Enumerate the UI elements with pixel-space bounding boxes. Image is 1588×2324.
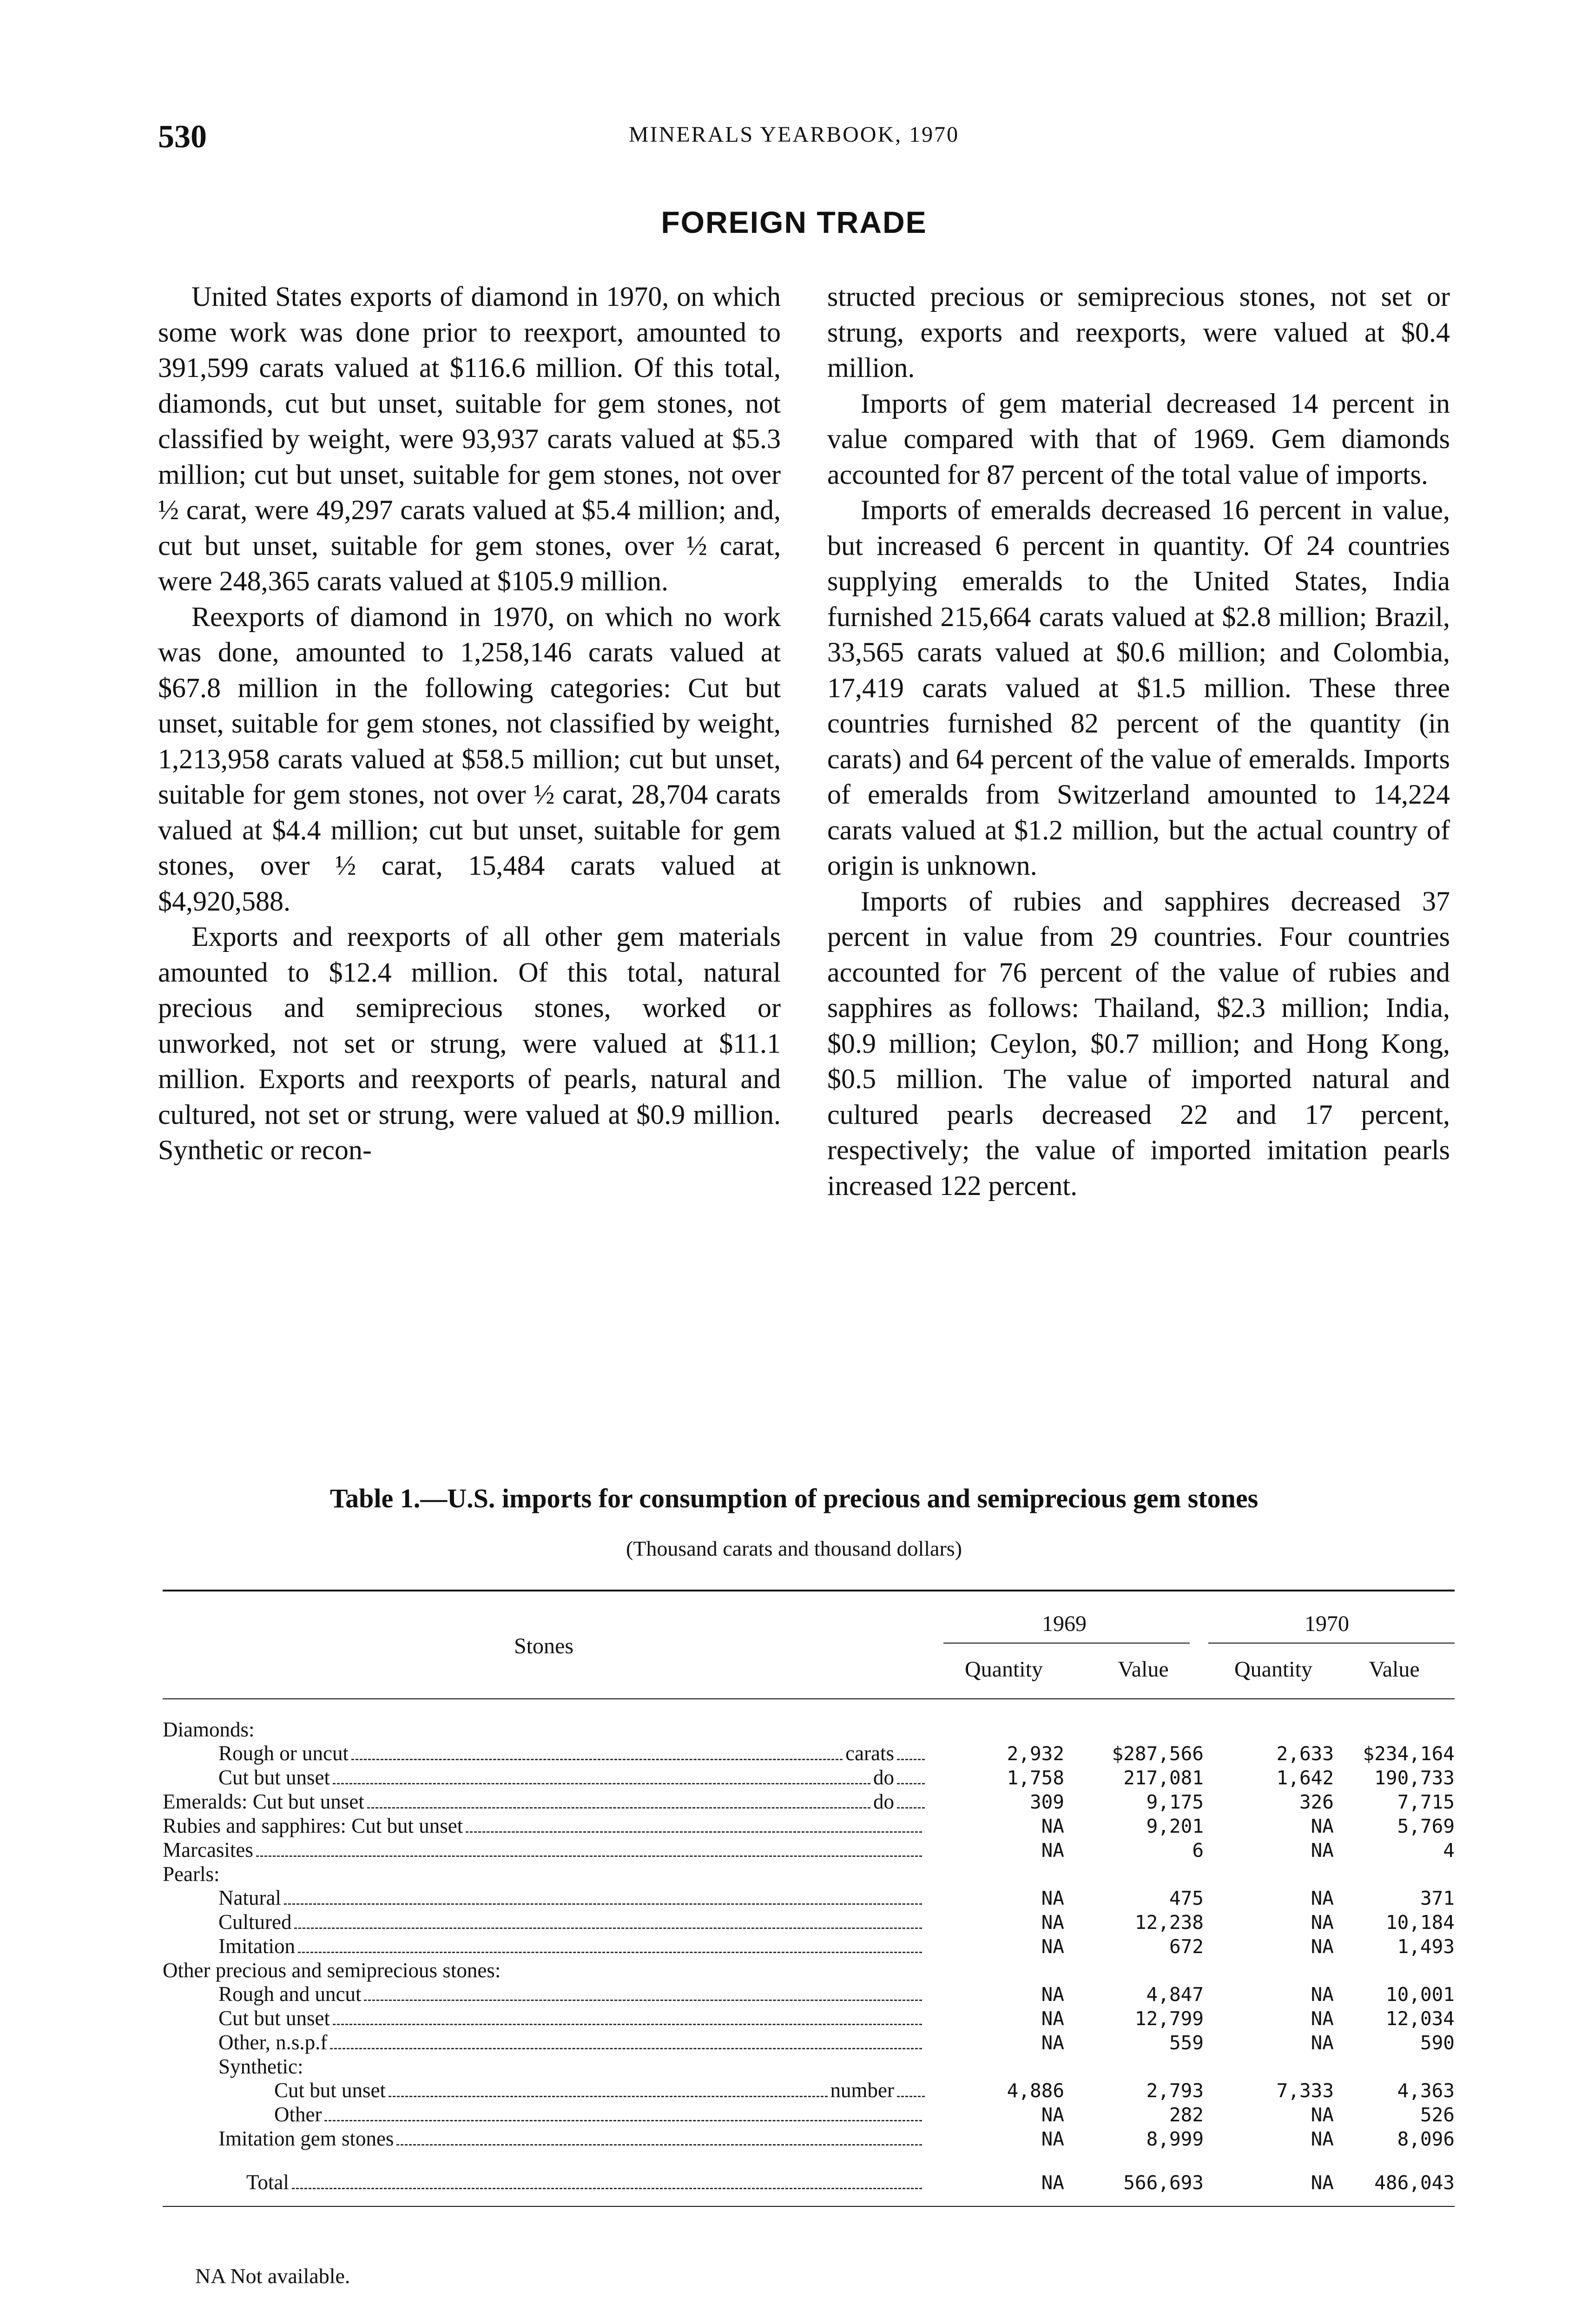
row-label: Marcasites (163, 1838, 253, 1862)
row-label-cell (163, 1838, 925, 1862)
dot-leader (298, 1952, 922, 1953)
year-1970-rule (1208, 1643, 1455, 1644)
table-title: Table 1.—U.S. imports for consumption of precious and semiprecious gem stones (329, 1483, 1259, 1513)
table-row (163, 1959, 1455, 1982)
table-row (163, 1838, 1455, 1862)
value-1969-cell: 4,847 (1146, 1983, 1204, 2006)
paragraph-diamond-exports: United States exports of diamond in 1970, on which some work was done prior to reexport, amounted to 391,599 carats valued at $116.6 million. Of this total, diamonds, cut but unset, suitable for gem stones, not classified by weight, were 93,937 carats valued at $5.3 million; cut but unset, suitable for gem stones, not over ½ carat, were 49,297 carats valued at $5.4 million; and, cut but unset, suitable for gem stones, over ½ carat, were 248,365 carats valued at $105.9 million. (158, 281, 781, 596)
quantity-1969-cell: NA (1041, 1911, 1064, 1934)
quantity-1969-header: Quantity (965, 1657, 1043, 1682)
quantity-1970-cell: 326 (1299, 1791, 1334, 1813)
quantity-1970-cell: NA (1311, 1839, 1334, 1862)
value-1970-cell (1334, 2055, 1455, 2079)
quantity-1970-header: Quantity (1234, 1657, 1312, 1682)
quantity-1969-cell: NA (1041, 1887, 1064, 1909)
row-label-cell (163, 2055, 925, 2079)
value-1969-cell: 12,238 (1134, 1911, 1204, 1934)
table-subtitle: (Thousand carats and thousand dollars) (626, 1537, 962, 1560)
table-row (163, 2007, 1455, 2031)
stones-column-header: Stones (514, 1634, 573, 1658)
table-header (163, 1591, 1455, 1698)
value-1969-cell: 12,799 (1134, 2007, 1204, 2030)
row-label: Other, n.s.p.f (218, 2031, 328, 2054)
dot-leader (396, 2144, 922, 2146)
dot-leader (333, 1783, 870, 1784)
quantity-1970-cell: NA (1311, 2104, 1334, 2126)
quantity-1970-cell: 2,633 (1276, 1743, 1334, 1765)
dot-leader (333, 2024, 922, 2025)
paragraph-other-gem-exports: Exports and reexports of all other gem materials amounted to $12.4 million. Of this total, natural precious and semiprecious stones, worked or unworked, not set or strung, were valued at $11.1 million. Exports and reexports of pearls, natural and cultured, not set or strung, were valued at $0.9 million. Synthetic or recon- (158, 921, 781, 1165)
table-row (163, 1718, 1455, 1742)
row-label: Other (274, 2103, 322, 2126)
quantity-1970-cell: NA (1311, 2007, 1334, 2030)
running-head: MINERALS YEARBOOK, 1970 (628, 122, 960, 147)
dot-leader (897, 2096, 925, 2097)
row-label-cell (163, 1766, 925, 1790)
row-label: Cut but unset (274, 2079, 386, 2102)
row-label-cell (163, 1862, 925, 1886)
year-1969-rule (943, 1643, 1190, 1644)
row-label-cell (163, 2031, 925, 2055)
row-label-cell (163, 1790, 925, 1814)
table-row (163, 1886, 1455, 1910)
value-1970-cell: 371 (1420, 1887, 1455, 1909)
quantity-1969-cell: NA (1041, 2128, 1064, 2150)
quantity-1969-cell (925, 1718, 1064, 1742)
value-1969-cell (1064, 1718, 1204, 1742)
quantity-1970-cell: NA (1311, 1815, 1334, 1837)
quantity-1969-cell: 309 (1029, 1791, 1064, 1813)
row-label-cell (163, 1982, 925, 2007)
row-label: Emeralds: Cut but unset (163, 1790, 364, 1813)
paragraph-diamond-reexports: Reexports of diamond in 1970, on which no work was done, amounted to 1,258,146 carats valued at $67.8 million in the following categories: Cut but unset, suitable for gem stones, not classified by weight, 1,213,958 carats valued at $58.5 million; cut but unset, suitable for gem stones, not over ½ carat, 28,704 carats valued at $4.4 million; cut but unset, suitable for gem stones, over ½ carat, 15,484 carats valued at $4,920,588. (158, 601, 781, 917)
row-label: Imitation (218, 1934, 295, 1958)
quantity-1970-cell: NA (1311, 1887, 1334, 1909)
paragraph-emerald-imports: Imports of emeralds decreased 16 percent in value, but increased 6 percent in quantity. Of 24 countries supplying emeralds to the United States, India furnished 215,664 carats valued at $2.8 million; Brazil, 33,565 carats valued at $0.6 million; and Colombia, 17,419 carats valued at $1.5 million. These three countries furnished 82 percent of the quantity (in carats) and 64 percent of the value of emeralds. Imports of emeralds from Switzerland amounted to 14,224 carats valued at $1.2 million, but the actual country of origin is unknown. (827, 495, 1450, 881)
year-1970-header: 1970 (1305, 1611, 1349, 1636)
quantity-1970-cell (1204, 1959, 1334, 1982)
value-1970-cell: 7,715 (1397, 1791, 1455, 1813)
value-1970-cell (1334, 1718, 1455, 1742)
row-label: Total (246, 2171, 289, 2194)
table-body (163, 1718, 1455, 2195)
value-1969-cell: 2,793 (1146, 2080, 1204, 2102)
value-1969-cell: 475 (1169, 1887, 1204, 1909)
value-1970-cell: 1,493 (1397, 1935, 1455, 1958)
quantity-1969-cell: NA (1041, 2172, 1064, 2194)
row-unit: do (873, 1766, 894, 1789)
quantity-1969-cell (925, 1959, 1064, 1982)
paragraph-gem-imports: Imports of gem material decreased 14 percent in value compared with that of 1969. Gem diamonds accounted for 87 percent of the total value of imports. (827, 388, 1450, 490)
row-label-cell (163, 1910, 925, 1934)
imports-table (163, 1590, 1455, 2207)
row-label: Pearls: (163, 1862, 220, 1886)
left-text-column (158, 279, 781, 1168)
dot-leader (364, 2000, 922, 2001)
value-1969-cell: $287,566 (1112, 1743, 1204, 1765)
table-row (163, 1790, 1455, 1814)
value-1969-cell: 6 (1192, 1839, 1204, 1862)
value-1970-cell: 10,184 (1385, 1911, 1455, 1934)
row-label: Other precious and semiprecious stones: (163, 1959, 501, 1982)
value-1970-header: Value (1369, 1657, 1420, 1682)
quantity-1969-cell: 2,932 (1007, 1743, 1064, 1765)
page-number: 530 (158, 119, 207, 155)
year-1969-header: 1969 (1042, 1611, 1087, 1636)
value-1969-cell: 9,175 (1146, 1791, 1204, 1813)
row-unit: do (873, 1790, 894, 1813)
dot-leader (256, 1855, 922, 1857)
value-1970-cell: 526 (1420, 2104, 1455, 2126)
table-row (163, 1910, 1455, 1934)
table-row (163, 2127, 1455, 2151)
table-row (163, 2079, 1455, 2103)
quantity-1969-cell (925, 1862, 1064, 1886)
quantity-1970-cell: NA (1311, 2032, 1334, 2054)
value-1969-cell: 9,201 (1146, 1815, 1204, 1837)
quantity-1969-cell: NA (1041, 1935, 1064, 1958)
right-text-column (827, 279, 1450, 1203)
value-1970-cell (1334, 1959, 1455, 1982)
quantity-1969-cell (925, 2055, 1064, 2079)
row-label-cell (163, 2079, 925, 2103)
value-1970-cell: 190,733 (1374, 1767, 1455, 1789)
table-header-rule (163, 1698, 1455, 1699)
value-1969-cell: 672 (1169, 1935, 1204, 1958)
value-1970-cell: 5,769 (1397, 1815, 1455, 1837)
table-row (163, 1982, 1455, 2007)
dot-leader (389, 2096, 828, 2097)
value-1969-cell (1064, 1959, 1204, 1982)
table-bottom-rule (163, 2206, 1455, 2207)
quantity-1970-cell: NA (1311, 2128, 1334, 2150)
row-label: Rubies and sapphires: Cut but unset (163, 1814, 463, 1837)
table-row (163, 2055, 1455, 2079)
value-1970-cell: $234,164 (1363, 1743, 1455, 1765)
quantity-1970-cell (1204, 1718, 1334, 1742)
value-1970-cell (1334, 1862, 1455, 1886)
quantity-1969-cell: NA (1041, 2032, 1064, 2054)
row-label-cell (163, 2007, 925, 2031)
row-label: Cultured (218, 1910, 292, 1934)
paragraph-ruby-sapphire-imports: Imports of rubies and sapphires decreased 37 percent in value from 29 countries. Four countries accounted for 76 percent of the value of rubies and sapphires as follows: Thailand, $2.3 million; India, $0.9 million; Ceylon, $0.7 million; and Hong Kong, $0.5 million. The value of imported natural and cultured pearls decreased 22 and 17 percent, respectively; the value of imported imitation pearls increased 122 percent. (827, 885, 1450, 1201)
row-label: Natural (218, 1886, 281, 1909)
dot-leader (466, 1831, 922, 1833)
quantity-1970-cell: NA (1311, 1935, 1334, 1958)
quantity-1969-cell: NA (1041, 1839, 1064, 1862)
dot-leader (324, 2120, 922, 2121)
row-label: Synthetic: (218, 2055, 303, 2078)
value-1970-cell: 486,043 (1374, 2172, 1455, 2194)
paragraph-continued: structed precious or semiprecious stones, not set or strung, exports and reexports, were valued at $0.4 million. (827, 281, 1450, 383)
value-1969-cell: 217,081 (1123, 1767, 1204, 1789)
quantity-1969-cell: NA (1041, 2104, 1064, 2126)
row-label: Imitation gem stones (218, 2127, 394, 2150)
table-row (163, 1766, 1455, 1790)
quantity-1970-cell: NA (1311, 2172, 1334, 2194)
row-label-cell (163, 1814, 925, 1838)
table-row (163, 2031, 1455, 2055)
value-1970-cell: 4,363 (1397, 2080, 1455, 2102)
row-unit: carats (845, 1742, 894, 1765)
table-row (163, 2103, 1455, 2127)
row-label: Cut but unset (218, 2007, 330, 2030)
quantity-1969-cell: NA (1041, 1983, 1064, 2006)
row-label-cell (163, 2127, 925, 2151)
row-unit: number (830, 2079, 894, 2102)
value-1970-cell: 12,034 (1385, 2007, 1455, 2030)
dot-leader (367, 1807, 870, 1809)
dot-leader (897, 1783, 925, 1784)
value-1970-cell: 8,096 (1397, 2128, 1455, 2150)
dot-leader (330, 2048, 922, 2049)
row-label: Diamonds: (163, 1718, 255, 1741)
dot-leader (294, 1928, 922, 1929)
row-label-cell (163, 1886, 925, 1910)
value-1970-cell: 4 (1443, 1839, 1455, 1862)
row-label-cell (163, 1959, 925, 1982)
quantity-1970-cell: NA (1311, 1911, 1334, 1934)
row-label: Cut but unset (218, 1766, 330, 1789)
section-title: FOREIGN TRADE (661, 205, 927, 239)
table-row (163, 1814, 1455, 1838)
row-label-cell (163, 1934, 925, 1959)
quantity-1969-cell: 1,758 (1007, 1767, 1064, 1789)
table-total-row (163, 2151, 1455, 2195)
row-label-cell (163, 2103, 925, 2127)
quantity-1970-cell: 7,333 (1276, 2080, 1334, 2102)
dot-leader (897, 1759, 925, 1760)
value-1969-cell (1064, 2055, 1204, 2079)
row-label: Rough or uncut (218, 1742, 349, 1765)
value-1969-cell: 566,693 (1123, 2172, 1204, 2194)
value-1969-cell: 559 (1169, 2032, 1204, 2054)
row-label-cell (163, 1718, 925, 1742)
table-footnote: NA Not available. (195, 2264, 350, 2288)
quantity-1969-cell: NA (1041, 1815, 1064, 1837)
row-label: Rough and uncut (218, 1982, 362, 2006)
value-1970-cell: 10,001 (1385, 1983, 1455, 2006)
value-1969-cell (1064, 1862, 1204, 1886)
dot-leader (897, 1807, 925, 1809)
quantity-1970-cell (1204, 2055, 1334, 2079)
value-1969-cell: 282 (1169, 2104, 1204, 2126)
value-1969-header: Value (1118, 1657, 1169, 1682)
quantity-1969-cell: 4,886 (1007, 2080, 1064, 2102)
quantity-1969-cell: NA (1041, 2007, 1064, 2030)
dot-leader (292, 2188, 922, 2189)
dot-leader (284, 1903, 922, 1905)
row-label-cell (163, 2151, 925, 2195)
value-1969-cell: 8,999 (1146, 2128, 1204, 2150)
quantity-1970-cell: NA (1311, 1983, 1334, 2006)
table-row (163, 1862, 1455, 1886)
dot-leader (351, 1759, 843, 1760)
quantity-1970-cell: 1,642 (1276, 1767, 1334, 1789)
quantity-1970-cell (1204, 1862, 1334, 1886)
table-row (163, 1934, 1455, 1959)
value-1970-cell: 590 (1420, 2032, 1455, 2054)
table-row (163, 1742, 1455, 1766)
row-label-cell (163, 1742, 925, 1766)
